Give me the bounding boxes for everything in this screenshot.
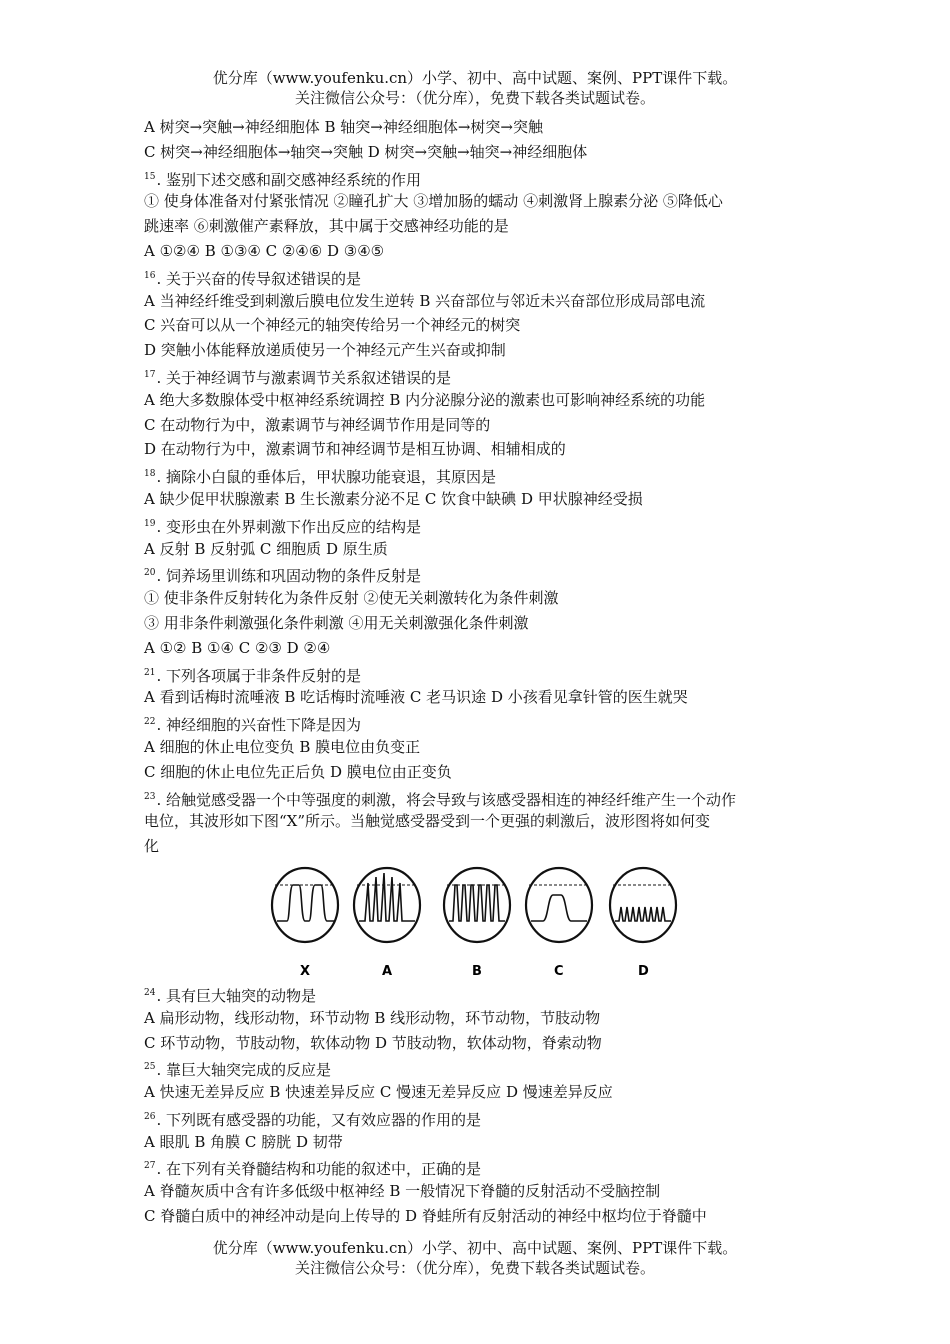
question-number: 17 (144, 369, 156, 380)
question-text: . 给触觉感受器一个中等强度的刺激，将会导致与该感受器相连的神经纤维产生一个动作 (156, 790, 736, 809)
q26-options: A 眼肌 B 角膜 C 膀胱 D 韧带 (144, 1132, 343, 1151)
question-number: 24 (144, 987, 156, 998)
question-text: . 鉴别下述交感和副交感神经系统的作用 (156, 170, 421, 189)
question-text: . 下列各项属于非条件反射的是 (156, 666, 361, 685)
question-23-stem (144, 785, 814, 810)
exam-content (144, 115, 814, 1229)
waveform-panel-x (272, 868, 338, 979)
q25-options: A 快速无差异反应 B 快速差异反应 C 慢速无差异反应 D 慢速差异反应 (144, 1083, 613, 1102)
question-20-stem (144, 561, 814, 586)
question-number: 18 (144, 469, 156, 480)
question-number: 19 (144, 518, 156, 529)
waveform-panel-b (444, 868, 510, 979)
q24-option-cd: C 环节动物，节肢动物，软体动物 D 节肢动物，软体动物，脊索动物 (144, 1033, 602, 1052)
waveform-panel-c (526, 868, 592, 979)
question-text: . 变形虫在外界刺激下作出反应的结构是 (156, 517, 421, 536)
question-18-stem (144, 462, 814, 487)
question-number: 23 (144, 791, 156, 802)
question-25-stem (144, 1055, 814, 1080)
question-text: . 摘除小白鼠的垂体后，甲状腺功能衰退，其原因是 (156, 468, 496, 487)
footer-line-1: 优分库（www.youfenku.cn）小学、初中、高中试题、案例、PPT课件下载。 (212, 1239, 738, 1257)
question-number: 26 (144, 1111, 156, 1122)
question-17-stem (144, 363, 814, 388)
q18-options: A 缺少促甲状腺激素 B 生长激素分泌不足 C 饮食中缺碘 D 甲状腺神经受损 (144, 489, 643, 508)
header-line-2: 关注微信公众号：（优分库），免费下载各类试题试卷。 (294, 89, 655, 107)
question-22-stem (144, 710, 814, 735)
question-number: 21 (144, 667, 156, 678)
q15-body-line-2: 跳速率 ⑥刺激催产素释放，其中属于交感神经功能的是 (144, 217, 509, 236)
label-b: B (472, 963, 482, 979)
q23-stem-line-3: 化 (144, 837, 160, 856)
q14-options-line-1: A 树突→突触→神经细胞体 B 轴突→神经细胞体→树突→突触 (144, 118, 544, 136)
q20-body-line-1: ① 使非条件反射转化为条件反射 ②使无关刺激转化为条件刺激 (144, 589, 559, 608)
question-number: 27 (144, 1161, 156, 1172)
question-text: . 靠巨大轴突完成的反应是 (156, 1061, 331, 1080)
label-c: C (554, 963, 564, 979)
q21-options: A 看到话梅时流唾液 B 吃话梅时流唾液 C 老马识途 D 小孩看见拿针管的医生就哭 (144, 688, 688, 707)
q17-option-c: C 在动物行为中，激素调节与神经调节作用是同等的 (144, 415, 491, 434)
q16-option-c: C 兴奋可以从一个神经元的轴突传给另一个神经元的树突 (144, 316, 521, 335)
question-text: . 关于神经调节与激素调节关系叙述错误的是 (156, 368, 451, 387)
label-a: A (382, 963, 393, 979)
question-number: 25 (144, 1062, 156, 1073)
question-15-stem (144, 165, 814, 190)
question-19-stem (144, 512, 814, 537)
page-header (0, 68, 950, 108)
question-number: 16 (144, 270, 156, 281)
question-number: 20 (144, 568, 156, 579)
question-26-stem (144, 1105, 814, 1130)
waveform-panel-a (354, 868, 420, 979)
q17-option-ab: A 绝大多数腺体受中枢神经系统调控 B 内分泌腺分泌的激素也可影响神经系统的功能 (144, 390, 706, 409)
q22-option-ab: A 细胞的休止电位变负 B 膜电位由负变正 (144, 737, 421, 756)
q14-options-line-2: C 树突→神经细胞体→轴突→突触 D 树突→突触→轴突→神经细胞体 (144, 142, 588, 161)
label-d: D (638, 963, 649, 979)
waveform-panel-d (610, 868, 676, 979)
q15-body-line-1: ① 使身体准备对付紧张情况 ②瞳孔扩大 ③增加肠的蠕动 ④刺激肾上腺素分泌 ⑤降低心 (144, 192, 723, 211)
question-number: 15 (144, 171, 156, 182)
question-text: . 神经细胞的兴奋性下降是因为 (156, 716, 361, 735)
q17-option-d: D 在动物行为中，激素调节和神经调节是相互协调、相辅相成的 (144, 440, 566, 459)
q19-options: A 反射 B 反射弧 C 细胞质 D 原生质 (144, 539, 388, 558)
question-text: . 饲养场里训练和巩固动物的条件反射是 (156, 567, 421, 586)
q23-stem-line-2: 电位，其波形如下图“X”所示。当触觉感受器受到一个更强的刺激后，波形图将如何变 (144, 812, 711, 831)
question-21-stem (144, 661, 814, 686)
q22-option-cd: C 细胞的休止电位先正后负 D 膜电位由正变负 (144, 762, 452, 781)
question-text: . 在下列有关脊髓结构和功能的叙述中，正确的是 (156, 1160, 481, 1179)
q24-option-ab: A 扁形动物，线形动物，环节动物 B 线形动物，环节动物，节肢动物 (144, 1008, 601, 1027)
footer-line-2: 关注微信公众号：（优分库），免费下载各类试题试卷。 (294, 1259, 655, 1277)
q27-option-ab: A 脊髓灰质中含有许多低级中枢神经 B 一般情况下脊髓的反射活动不受脑控制 (144, 1182, 661, 1201)
q27-option-cd: C 脊髓白质中的神经冲动是向上传导的 D 脊蛙所有反射活动的神经中枢均位于脊髓中 (144, 1207, 707, 1226)
question-text: . 下列既有感受器的功能，又有效应器的作用的是 (156, 1110, 481, 1129)
question-27-stem (144, 1154, 814, 1179)
q16-option-ab: A 当神经纤维受到刺激后膜电位发生逆转 B 兴奋部位与邻近未兴奋部位形成局部电流 (144, 291, 706, 310)
q20-options: A ①② B ①④ C ②③ D ②④ (144, 638, 331, 657)
waveform-figure-svg (269, 863, 689, 979)
q16-option-d: D 突触小体能释放递质使另一个神经元产生兴奋或抑制 (144, 341, 506, 360)
q15-options: A ①②④ B ①③④ C ②④⑥ D ③④⑤ (144, 241, 385, 260)
question-16-stem (144, 264, 814, 289)
label-x: X (300, 963, 311, 979)
question-text: . 关于兴奋的传导叙述错误的是 (156, 269, 361, 288)
question-number: 22 (144, 717, 156, 728)
waveform-figure (144, 859, 814, 981)
question-24-stem (144, 981, 814, 1006)
page-footer (0, 1238, 950, 1278)
header-line-1: 优分库（www.youfenku.cn）小学、初中、高中试题、案例、PPT课件下载。 (212, 69, 738, 87)
q20-body-line-2: ③ 用非条件刺激强化条件刺激 ④用无关刺激强化条件刺激 (144, 613, 529, 632)
question-text: . 具有巨大轴突的动物是 (156, 986, 316, 1005)
